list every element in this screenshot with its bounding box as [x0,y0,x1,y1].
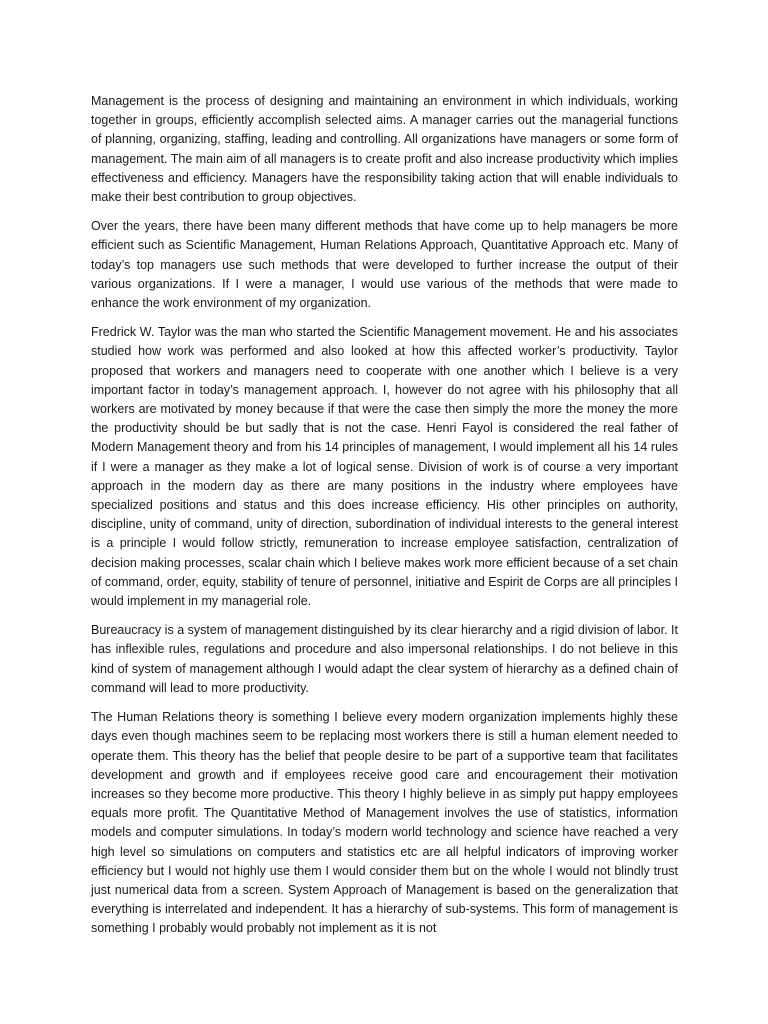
paragraph-human-relations: The Human Relations theory is something I believe every modern organization implements highly these days even though machines seem to be replacing most workers there is still a human element needed to operate them. This theory has the belief that people desire to be part of a supportive team that facilitates development and growth and if employees receive good care and encouragement their motivation increases so they become more productive. This theory I highly believe in as simply put happy employees equals more profit. The Quantitative Method of Management involves the use of statistics, information models and computer simulations. In today’s modern world technology and science have reached a very high level so simulations on computers and statistics etc are all helpful indicators of improving worker efficiency but I would not highly use them I would consider them but on the whole I would not blindly trust just numerical data from a screen. System Approach of Management is based on the generalization that everything is interrelated and independent. It has a hierarchy of sub-systems. This form of management is something I probably would probably not implement as it is not [91,710,678,936]
paragraph-management-methods: Over the years, there have been many different methods that have come up to help managers be more efficient such as Scientific Management, Human Relations Approach, Quantitative Approach etc. Many of today’s top managers use such methods that were developed to further increase the output of their various organizations. If I were a manager, I would use various of the methods that were made to enhance the work environment of my organization. [91,219,678,311]
document-page [91,92,678,949]
paragraph-management-definition: Management is the process of designing and maintaining an environment in which individuals, working together in groups, efficiently accomplish selected aims. A manager carries out the managerial functions of planning, organizing, staffing, leading and controlling. All organizations have managers or some form of management. The main aim of all managers is to create profit and also increase productivity which implies effectiveness and efficiency. Managers have the responsibility taking action that will enable individuals to make their best contribution to group objectives. [91,94,678,205]
paragraph-scientific-management: Fredrick W. Taylor was the man who started the Scientific Management movement. He and his associates studied how work was performed and also looked at how this affected worker’s productivity. Taylor proposed that workers and managers need to cooperate with one another which I believe is a very important factor in today’s management approach. I, however do not agree with his philosophy that all workers are motivated by money because if that were the case then simply the more the money the more the productivity should be but sadly that is not the case. Henri Fayol is considered the real father of Modern Management theory and from his 14 principles of management, I would implement all his 14 rules if I were a manager as they make a lot of logical sense. Division of work is of course a very important approach in the modern day as there are many positions in the industry where employees have specialized positions and status and this does increase efficiency. His other principles on authority, discipline, unity of command, unity of direction, subordination of individual interests to the general interest is a principle I would follow strictly, remuneration to increase employee satisfaction, centralization of decision making processes, scalar chain which I believe makes work more efficient because of a set chain of command, order, equity, stability of tenure of personnel, initiative and Espirit de Corps are all principles I would implement in my managerial role. [91,325,678,609]
paragraph-bureaucracy: Bureaucracy is a system of management distinguished by its clear hierarchy and a rigid division of labor. It has inflexible rules, regulations and procedure and also impersonal relationships. I do not believe in this kind of system of management although I would adapt the clear system of hierarchy as a defined chain of command will lead to more productivity. [91,623,678,695]
